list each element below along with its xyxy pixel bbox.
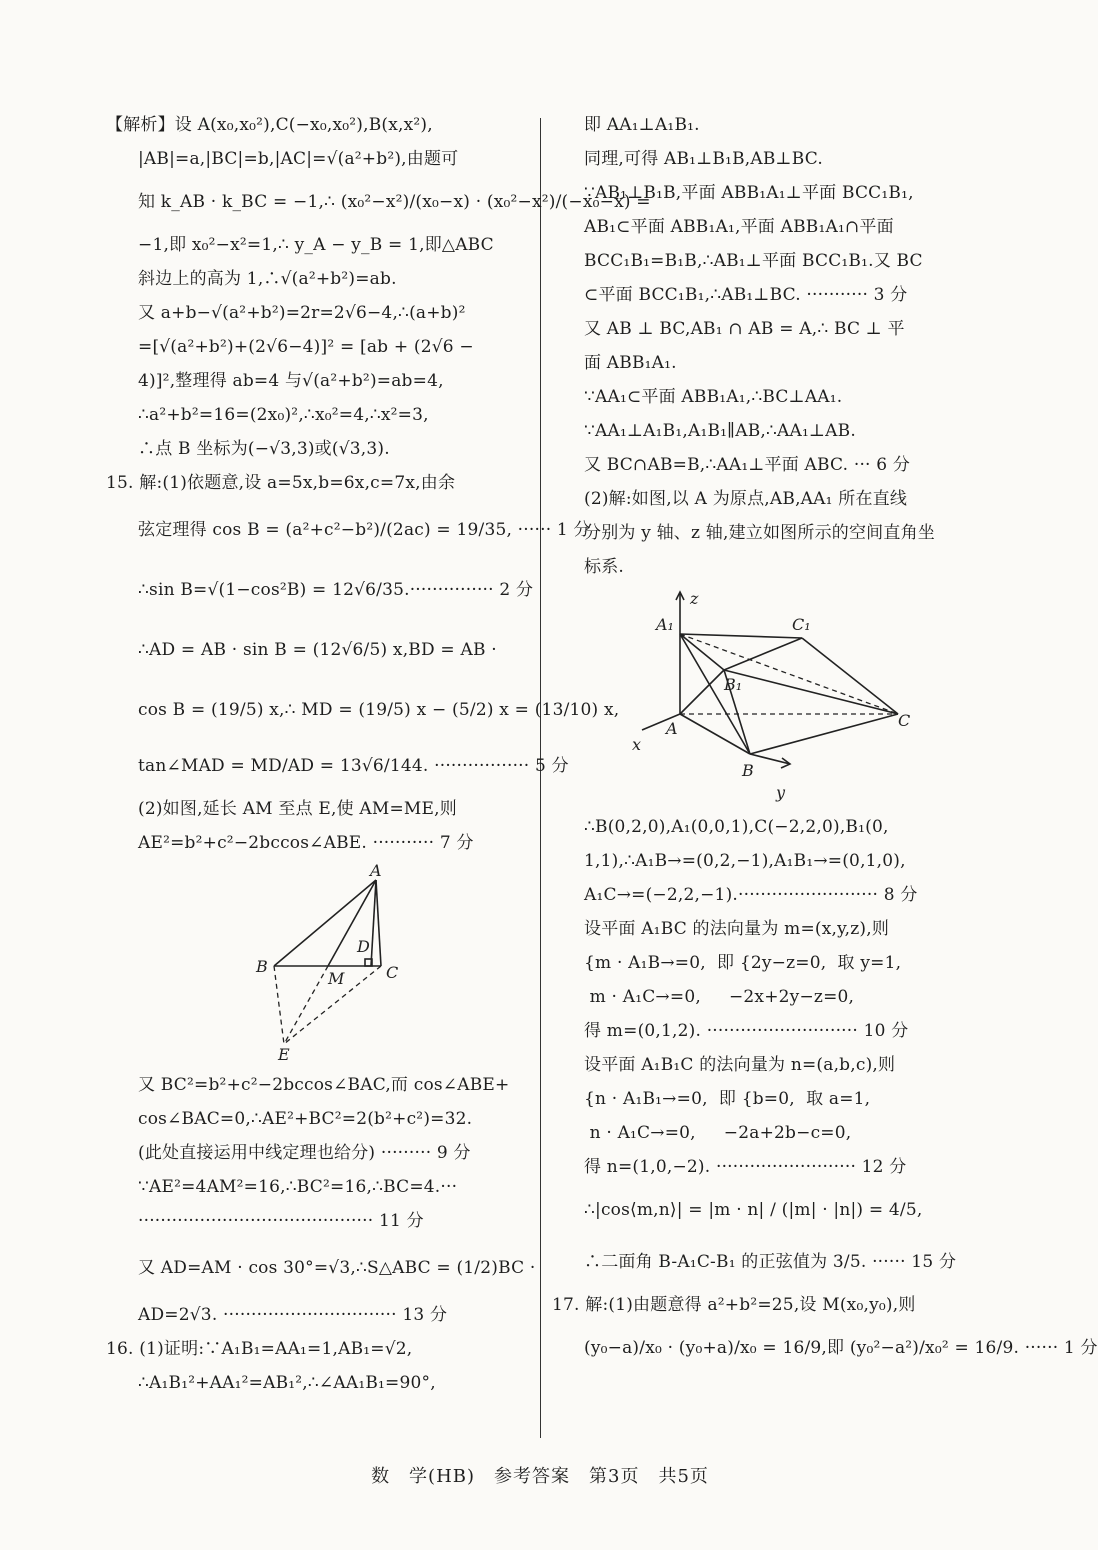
text-line: 即 AA₁⊥A₁B₁. [584, 115, 700, 135]
text-line: ∵AB₁⊥B₁B,平面 ABB₁A₁⊥平面 BCC₁B₁, [584, 183, 914, 203]
text-line: |AB|=a,|BC|=b,|AC|=√(a²+b²),由题可 [138, 149, 459, 169]
label-a: A [370, 861, 382, 880]
text-line: ∴B(0,2,0),A₁(0,0,1),C(−2,2,0),B₁(0, [584, 817, 889, 837]
text-line: (2)如图,延长 AM 至点 E,使 AM=ME,则 [138, 799, 457, 819]
problem-17-heading: 17. 解:(1)由题意得 a²+b²=25,设 M(x₀,y₀),则 [552, 1295, 916, 1315]
text-line: A₁C→=(−2,2,−1).························· 8 分 [584, 885, 918, 905]
text-line: =[√(a²+b²)+(2√6−4)]² = [ab + (2√6 − [138, 337, 474, 357]
label-y: y [776, 783, 786, 802]
text-line: {n · A₁B₁→=0, 即 {b=0, 取 a=1, [584, 1089, 871, 1109]
text-line: BCC₁B₁=B₁B,∴AB₁⊥平面 BCC₁B₁.又 BC [584, 251, 923, 271]
text-line: 同理,可得 AB₁⊥B₁B,AB⊥BC. [584, 149, 823, 169]
label-c: C [898, 711, 911, 730]
text-line: −1,即 x₀²−x²=1,∴ y_A − y_B = 1,即△ABC [138, 235, 494, 255]
label-a1: A₁ [656, 615, 674, 634]
text-line: ⊂平面 BCC₁B₁,∴AB₁⊥BC. ··········· 3 分 [584, 285, 908, 305]
text-line: ∵AA₁⊥A₁B₁,A₁B₁∥AB,∴AA₁⊥AB. [584, 421, 856, 441]
label-b1: B₁ [724, 675, 743, 694]
text-line: 又 a+b−√(a²+b²)=2r=2√6−4,∴(a+b)² [138, 303, 466, 323]
label-a: A [666, 719, 678, 738]
text-line: 1,1),∴A₁B→=(0,2,−1),A₁B₁→=(0,1,0), [584, 851, 906, 871]
text-line: 得 m=(0,1,2). ··························· 10 分 [584, 1021, 909, 1041]
text-line: 【解析】设 A(x₀,x₀²),C(−x₀,x₀²),B(x,x²), [106, 115, 433, 135]
text-line: 得 n=(1,0,−2). ························· 12 分 [584, 1157, 907, 1177]
prism-3d-figure [612, 590, 912, 804]
text-line: 知 k_AB · k_BC = −1,∴ (x₀²−x²)/(x₀−x) · (x₀²−x²)/(−x₀−x) = [138, 192, 651, 212]
text-line: ·········································· 11 分 [138, 1211, 424, 1231]
text-line: (此处直接运用中线定理也给分) ········· 9 分 [138, 1143, 471, 1163]
text-line: 设平面 A₁BC 的法向量为 m=(x,y,z),则 [584, 919, 890, 939]
text-line: 4)]²,整理得 ab=4 与√(a²+b²)=ab=4, [138, 371, 444, 391]
label-x: x [632, 735, 642, 754]
label-c: C [386, 963, 399, 982]
triangle-figure [216, 861, 416, 1064]
text-line: {m · A₁B→=0, 即 {2y−z=0, 取 y=1, [584, 953, 902, 973]
text-line: (2)解:如图,以 A 为原点,AB,AA₁ 所在直线 [584, 489, 908, 509]
text-line: 分别为 y 轴、z 轴,建立如图所示的空间直角坐 [584, 523, 935, 543]
text-line: 又 BC²=b²+c²−2bccos∠BAC,而 cos∠ABE+ [138, 1075, 510, 1095]
text-line: AB₁⊂平面 ABB₁A₁,平面 ABB₁A₁∩平面 [584, 217, 894, 237]
text-line: 又 AD=AM · cos 30°=√3,∴S△ABC = (1/2)BC · [138, 1258, 536, 1278]
text-line: ∴点 B 坐标为(−√3,3)或(√3,3). [138, 439, 390, 459]
right-column [552, 108, 1098, 1374]
text-line: 设平面 A₁B₁C 的法向量为 n=(a,b,c),则 [584, 1055, 896, 1075]
text-line: cos∠BAC=0,∴AE²+BC²=2(b²+c²)=32. [138, 1109, 473, 1129]
page-footer: 数 学(HB) 参考答案 第3页 共5页 [371, 1466, 709, 1487]
text-line: (y₀−a)/x₀ · (y₀+a)/x₀ = 16/9,即 (y₀²−a²)/x₀² = 16/9. ······ 1 分 [584, 1338, 1098, 1358]
text-line: ∵AE²=4AM²=16,∴BC²=16,∴BC=4.··· [138, 1177, 458, 1197]
text-line: 又 AB ⊥ BC,AB₁ ∩ AB = A,∴ BC ⊥ 平 [584, 319, 905, 339]
text-line: AE²=b²+c²−2bccos∠ABE. ··········· 7 分 [138, 833, 474, 853]
text-line: ∴|cos⟨m,n⟩| = |m · n| / (|m| · |n|) = 4/5, [584, 1200, 923, 1220]
text-line: n · A₁C→=0, −2a+2b−c=0, [584, 1123, 852, 1143]
text-line: ∵AA₁⊂平面 ABB₁A₁,∴BC⊥AA₁. [584, 387, 843, 407]
label-m: M [328, 969, 345, 988]
text-line: ∴AD = AB · sin B = (12√6/5) x,BD = AB · [138, 640, 497, 660]
label-b: B [742, 761, 754, 780]
text-line: ∴sin B=√(1−cos²B) = 12√6/35.··············· 2 分 [138, 580, 534, 600]
label-b: B [256, 957, 268, 976]
label-e: E [278, 1045, 290, 1064]
text-line: 弦定理得 cos B = (a²+c²−b²)/(2ac) = 19/35, ······ 1 分 [138, 520, 591, 540]
problem-16-heading: 16. (1)证明:∵A₁B₁=AA₁=1,AB₁=√2, [106, 1339, 413, 1359]
label-z: z [690, 589, 699, 608]
text-line: cos B = (19/5) x,∴ MD = (19/5) x − (5/2) x = (13/10) x, [138, 700, 620, 720]
text-line: 又 BC∩AB=B,∴AA₁⊥平面 ABC. ··· 6 分 [584, 455, 911, 475]
text-line: tan∠MAD = MD/AD = 13√6/144. ················· 5 分 [138, 756, 569, 776]
text-line: 标系. [584, 557, 625, 577]
text-line: AD=2√3. ······························· 13 分 [138, 1305, 448, 1325]
text-line: 斜边上的高为 1,∴√(a²+b²)=ab. [138, 269, 397, 289]
text-line: 面 ABB₁A₁. [584, 353, 677, 373]
text-line: ∴a²+b²=16=(2x₀)²,∴x₀²=4,∴x²=3, [138, 405, 429, 425]
label-d: D [357, 937, 370, 956]
text-line: ∴A₁B₁²+AA₁²=AB₁²,∴∠AA₁B₁=90°, [138, 1373, 436, 1393]
text-line: m · A₁C→=0, −2x+2y−z=0, [584, 987, 855, 1007]
problem-15-heading: 15. 解:(1)依题意,设 a=5x,b=6x,c=7x,由余 [106, 473, 456, 493]
label-c1: C₁ [792, 615, 811, 634]
text-line: ∴二面角 B-A₁C-B₁ 的正弦值为 3/5. ······ 15 分 [584, 1252, 957, 1272]
